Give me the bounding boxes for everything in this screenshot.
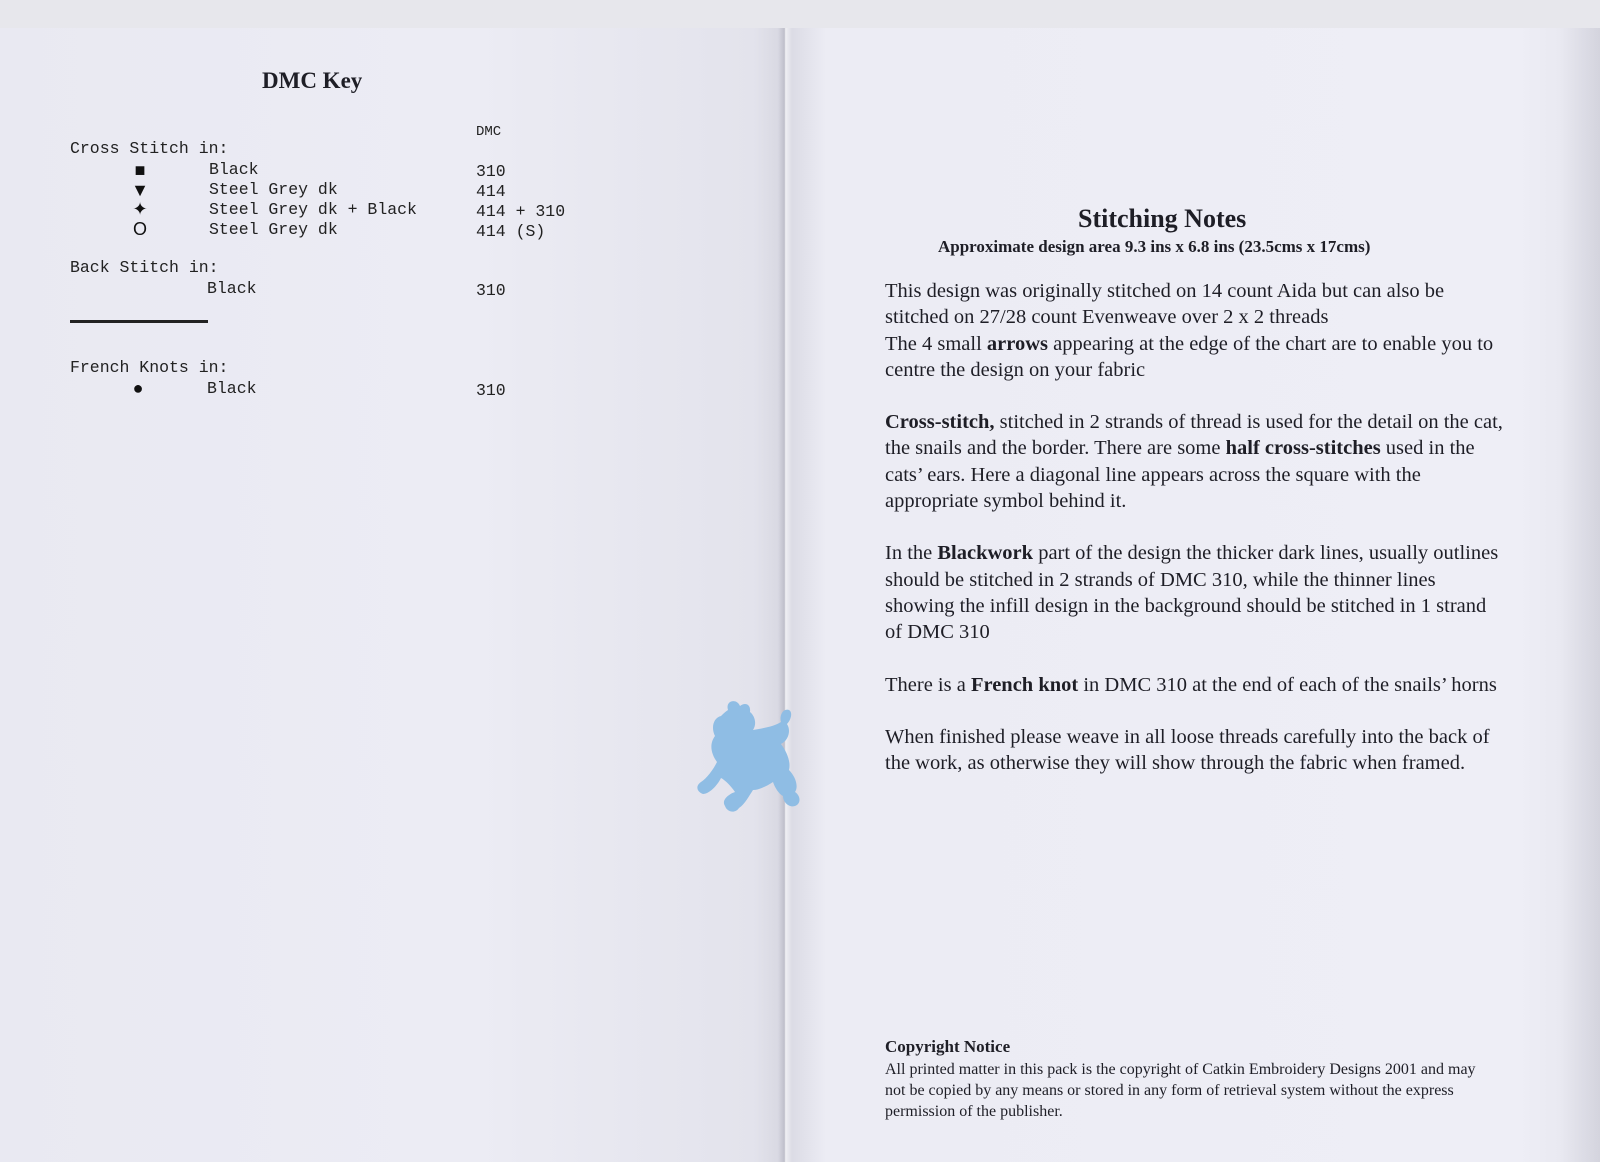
notes-text: part of the design the thicker dark lines, usually outlines should be stitched in 2 strands of DMC 310, while the thinner lines showing the infill design in the background should be stitched in 1 strand of DMC 310 (885, 542, 1499, 644)
dot-symbol-icon: ● (132, 378, 144, 398)
page-edge-shadow (1560, 28, 1600, 1162)
triangle-down-symbol-icon: ▼ (131, 180, 149, 200)
cross-stitch-heading: Cross Stitch in: (70, 139, 229, 158)
copyright-body: All printed matter in this pack is the copyright of Catkin Embroidery Designs 2001 and may not be copied by any means or stored in any form of retrieval system without the express permission of the publisher. (885, 1061, 1476, 1120)
back-stitch-line-icon (70, 320, 208, 323)
frog-silhouette-icon (695, 696, 805, 836)
thread-name: Steel Grey dk + Black (209, 200, 417, 219)
notes-emphasis: Blackwork (937, 542, 1034, 565)
notes-paragraph (885, 278, 1505, 383)
notes-subtitle: Approximate design area 9.3 ins x 6.8 ins (23.5cms x 17cms) (938, 237, 1371, 256)
center-fold (778, 28, 792, 1162)
notes-text: This design was originally stitched on 14 count Aida but can also be stitched on 27/28 count Evenweave over 2 x 2 threads (885, 280, 1445, 329)
notes-body (885, 278, 1505, 802)
notes-emphasis: Cross-stitch, (885, 411, 995, 434)
thread-name: Black (207, 279, 257, 298)
dmc-number: 414 (S) (476, 222, 546, 241)
thread-name: Steel Grey dk (209, 220, 338, 239)
thread-name: Black (209, 160, 259, 179)
notes-text: in DMC 310 at the end of each of the snails’ horns (1078, 673, 1497, 696)
notes-title: Stitching Notes (1078, 204, 1247, 233)
french-knots-heading: French Knots in: (70, 358, 229, 377)
back-stitch-heading: Back Stitch in: (70, 258, 219, 277)
key-title: DMC Key (262, 68, 363, 93)
notes-emphasis: arrows (986, 332, 1049, 355)
thread-name: Steel Grey dk (209, 180, 338, 199)
dmc-number: 414 + 310 (476, 202, 566, 221)
notes-text: When finished please weave in all loose threads carefully into the back of the work, as otherwise they will show through the fabric when framed. (885, 725, 1490, 775)
notes-text: stitched in 2 strands of thread is used for the detail on the cat, the snails and the border. There are some (885, 411, 1503, 460)
notes-emphasis: half cross-stitches (1225, 437, 1381, 460)
notes-text: used in the cats’ ears. Here a diagonal line appears across the square with the appropriate symbol behind it. (885, 437, 1475, 513)
dmc-number: 310 (476, 162, 506, 181)
dmc-number: 310 (476, 381, 506, 400)
notes-paragraph (885, 409, 1505, 514)
four-point-star-symbol-icon: ✦ (132, 199, 148, 219)
scanned-booklet (0, 28, 1600, 1162)
notes-paragraph (885, 672, 1505, 698)
notes-paragraph (885, 724, 1505, 777)
notes-paragraph (885, 540, 1505, 645)
copyright-title: Copyright Notice (885, 1037, 1011, 1056)
dmc-column-header: DMC (476, 124, 502, 140)
thread-name: Black (207, 379, 257, 398)
left-page (0, 28, 785, 1162)
notes-text: There is a (885, 673, 971, 696)
notes-text: appearing at the edge of the chart are to enable you to centre the design on your fabric (885, 332, 1494, 381)
square-symbol-icon: ■ (134, 160, 146, 180)
notes-text: In the (885, 542, 938, 565)
dmc-number: 414 (476, 182, 506, 201)
circle-symbol-icon: O (132, 219, 147, 239)
dmc-number: 310 (476, 281, 506, 300)
notes-text: The 4 small (885, 332, 987, 355)
notes-emphasis: French knot (970, 673, 1079, 696)
